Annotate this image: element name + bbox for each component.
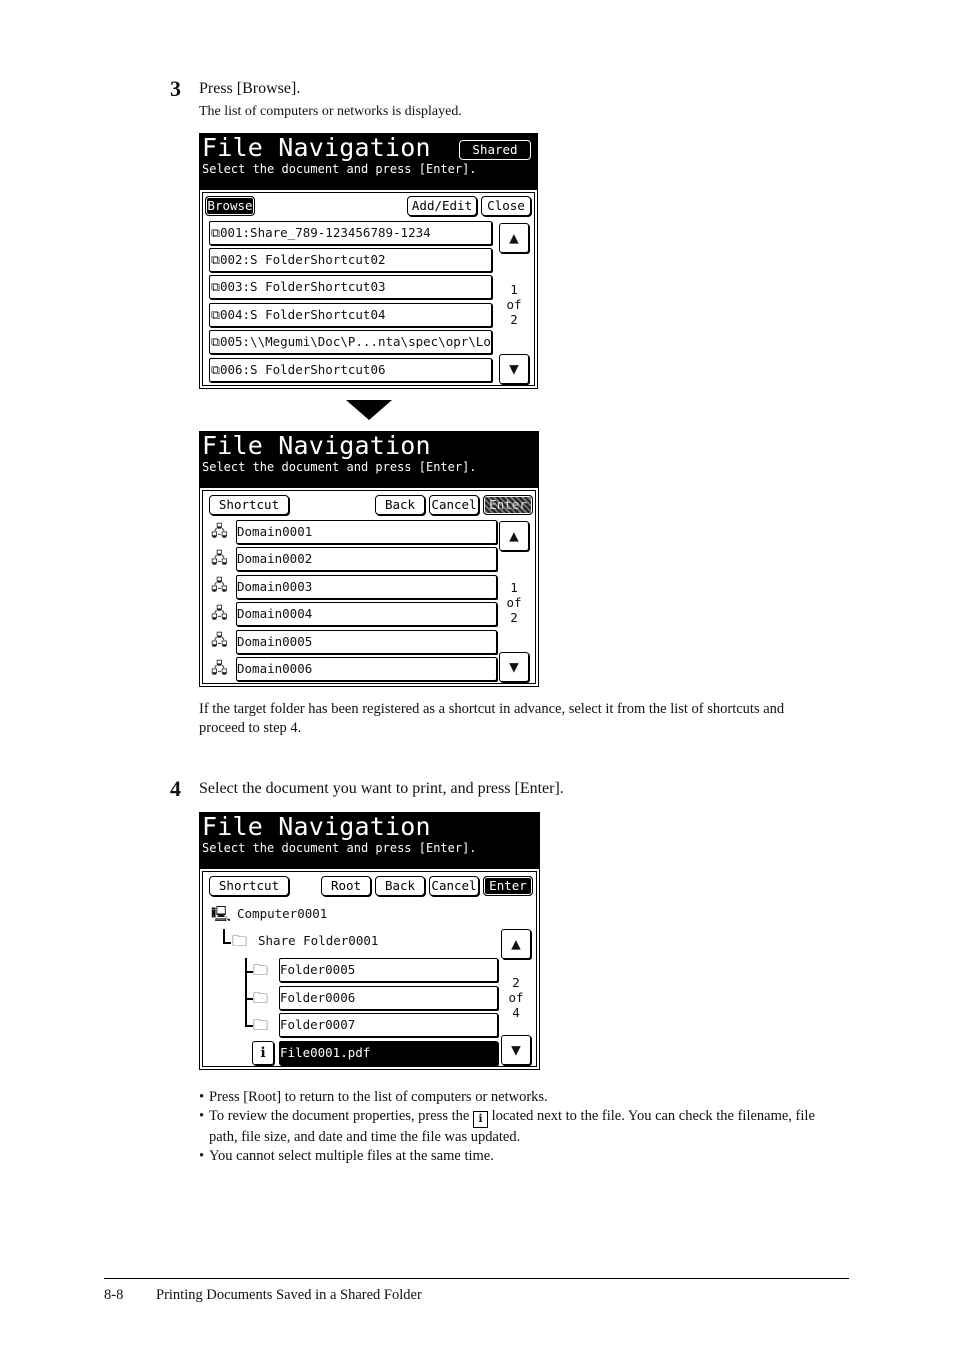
domain-item-label: Domain0005 (237, 634, 313, 649)
screen-browse-shortcuts (199, 133, 538, 389)
shortcut-item-label: 003:S FolderShortcut03 (219, 279, 386, 294)
shortcut-icon: ⧉ (211, 307, 220, 322)
shortcut-icon: ⧉ (211, 225, 220, 240)
shortcut-icon: ⧉ (211, 334, 220, 349)
folder-item[interactable] (279, 986, 498, 1010)
info-icon: ℹ (473, 1111, 488, 1128)
network-domain-icon: 🖧 (211, 576, 228, 594)
footer-page-number: 8-8 (104, 1287, 124, 1303)
step-4-instruction: Select the document you want to print, and press [Enter]. (199, 780, 564, 797)
up-arrow-icon: ▲ (509, 228, 519, 247)
shortcut-item-label: 001:Share_789-123456789-1234 (219, 225, 431, 240)
computer-label[interactable]: Computer0001 (237, 906, 328, 921)
add-edit-button[interactable]: Add/Edit (407, 196, 477, 216)
domain-item[interactable] (236, 630, 497, 654)
network-domain-icon: 🖧 (211, 631, 228, 649)
folder-item-label: Folder0007 (280, 1017, 356, 1032)
down-arrow-icon: ▼ (511, 1040, 521, 1059)
network-domain-icon: 🖧 (211, 604, 228, 622)
screen-body (202, 490, 536, 684)
folder-icon: 🗀 (253, 961, 269, 979)
shortcut-icon: ⧉ (211, 252, 220, 267)
down-arrow-icon: ▼ (509, 359, 519, 378)
domain-item[interactable] (236, 657, 497, 681)
up-arrow-icon: ▲ (509, 526, 519, 545)
step-3-number: 3 (170, 76, 181, 101)
folder-icon: 🗀 (253, 1016, 269, 1034)
shortcut-button[interactable]: Shortcut (209, 495, 289, 515)
shortcut-item[interactable] (209, 330, 492, 354)
network-domain-icon: 🖧 (211, 522, 228, 540)
screen-network-domains (199, 431, 539, 687)
down-arrow-icon: ▼ (509, 657, 519, 676)
step-3-instruction: Press [Browse]. (199, 80, 301, 97)
file-item-selected[interactable] (279, 1041, 498, 1065)
shortcut-item-label: 006:S FolderShortcut06 (219, 362, 386, 377)
shortcut-item[interactable] (209, 221, 492, 245)
screen-header (200, 134, 537, 190)
shortcut-item[interactable] (209, 358, 492, 382)
shared-button[interactable]: Shared (459, 140, 531, 160)
file-item-label: File0001.pdf (280, 1045, 371, 1060)
cancel-button[interactable]: Cancel (429, 876, 479, 896)
back-button[interactable]: Back (375, 495, 425, 515)
shortcut-item[interactable] (209, 303, 492, 327)
page-indicator: 2 of 4 (508, 975, 524, 1020)
cancel-button[interactable]: Cancel (429, 495, 479, 515)
scroll-up-button[interactable] (499, 521, 529, 551)
domain-item-label: Domain0004 (237, 606, 313, 621)
tree-connector (245, 1025, 253, 1027)
note-root: • Press [Root] to return to the list of computers or networks. (199, 1088, 839, 1107)
scroll-down-button[interactable] (499, 652, 529, 682)
page-indicator: 1 of 2 (506, 282, 522, 327)
footer-divider (104, 1278, 849, 1279)
info-button[interactable] (252, 1041, 274, 1065)
shortcut-icon: ⧉ (211, 279, 220, 294)
scroll-down-button[interactable] (501, 1035, 531, 1065)
shortcut-icon: ⧉ (211, 362, 220, 377)
notes-list (199, 1088, 839, 1166)
folder-item-label: Folder0005 (280, 962, 356, 977)
domain-item[interactable] (236, 575, 497, 599)
domain-item-label: Domain0001 (237, 524, 313, 539)
screen-header (200, 432, 538, 488)
tree-connector (245, 958, 247, 1026)
screen-body (202, 871, 537, 1067)
shortcut-item[interactable] (209, 275, 492, 299)
transition-arrow-icon (346, 400, 392, 420)
note-properties: • To review the document properties, press the ℹ located next to the file. You can check the filename, file path, file size, and date and time the file was updated. (199, 1107, 839, 1147)
network-domain-icon: 🖧 (211, 549, 228, 567)
scroll-down-button[interactable] (499, 354, 529, 384)
up-arrow-icon: ▲ (511, 934, 521, 953)
step-4-number: 4 (170, 776, 181, 801)
screen-subtitle: Select the document and press [Enter]. (202, 841, 477, 855)
tree-connector (245, 971, 253, 973)
folder-item-label: Folder0006 (280, 990, 356, 1005)
domain-item-label: Domain0006 (237, 661, 313, 676)
computer-icon: 🖳 (211, 905, 232, 923)
info-icon: ℹ (260, 1045, 266, 1061)
screen-subtitle: Select the document and press [Enter]. (202, 460, 477, 474)
scroll-up-button[interactable] (499, 223, 529, 253)
shortcut-button[interactable]: Shortcut (209, 876, 289, 896)
screen-subtitle: Select the document and press [Enter]. (202, 162, 477, 176)
domain-item-label: Domain0003 (237, 579, 313, 594)
screen-folder-tree (199, 812, 540, 1070)
domain-item[interactable] (236, 602, 497, 626)
screen-title: File Navigation (202, 133, 431, 162)
folder-icon: 🗀 (253, 989, 269, 1007)
share-folder-label[interactable]: Share Folder0001 (258, 933, 379, 948)
enter-button[interactable]: Enter (483, 495, 533, 515)
root-button[interactable]: Root (321, 876, 371, 896)
footer-section-title: Printing Documents Saved in a Shared Folder (156, 1287, 422, 1303)
tree-connector (223, 929, 225, 943)
tree-connector (245, 998, 253, 1000)
network-domain-icon: 🖧 (211, 659, 228, 677)
folder-icon: 🗀 (232, 932, 248, 950)
domain-item[interactable] (236, 520, 497, 544)
scroll-up-button[interactable] (501, 929, 531, 959)
folder-item[interactable] (279, 1013, 498, 1037)
note-multiple: • You cannot select multiple files at the same time. (199, 1147, 839, 1166)
screen-header (200, 813, 539, 869)
screen-body (202, 192, 535, 386)
shortcut-item[interactable] (209, 248, 492, 272)
close-button[interactable]: Close (481, 196, 531, 216)
domain-item[interactable] (236, 547, 497, 571)
screen-title: File Navigation (202, 431, 431, 460)
browse-button[interactable]: Browse (205, 196, 255, 216)
page-indicator: 1 of 2 (506, 580, 522, 625)
shortcut-note: If the target folder has been registered as a shortcut in advance, select it from the list of shortcuts and proceed to step 4. (199, 701, 785, 736)
step-3-note: The list of computers or networks is displayed. (199, 104, 462, 119)
shortcut-item-label: 002:S FolderShortcut02 (219, 252, 386, 267)
enter-button[interactable]: Enter (483, 876, 533, 896)
shortcut-item-label: 005:\\Megumi\Doc\P...nta\spec\opr\Lo (219, 334, 491, 349)
back-button[interactable]: Back (375, 876, 425, 896)
shortcut-item-label: 004:S FolderShortcut04 (219, 307, 386, 322)
screen-title: File Navigation (202, 812, 431, 841)
folder-item[interactable] (279, 958, 498, 982)
domain-item-label: Domain0002 (237, 551, 313, 566)
tree-connector (223, 942, 231, 944)
